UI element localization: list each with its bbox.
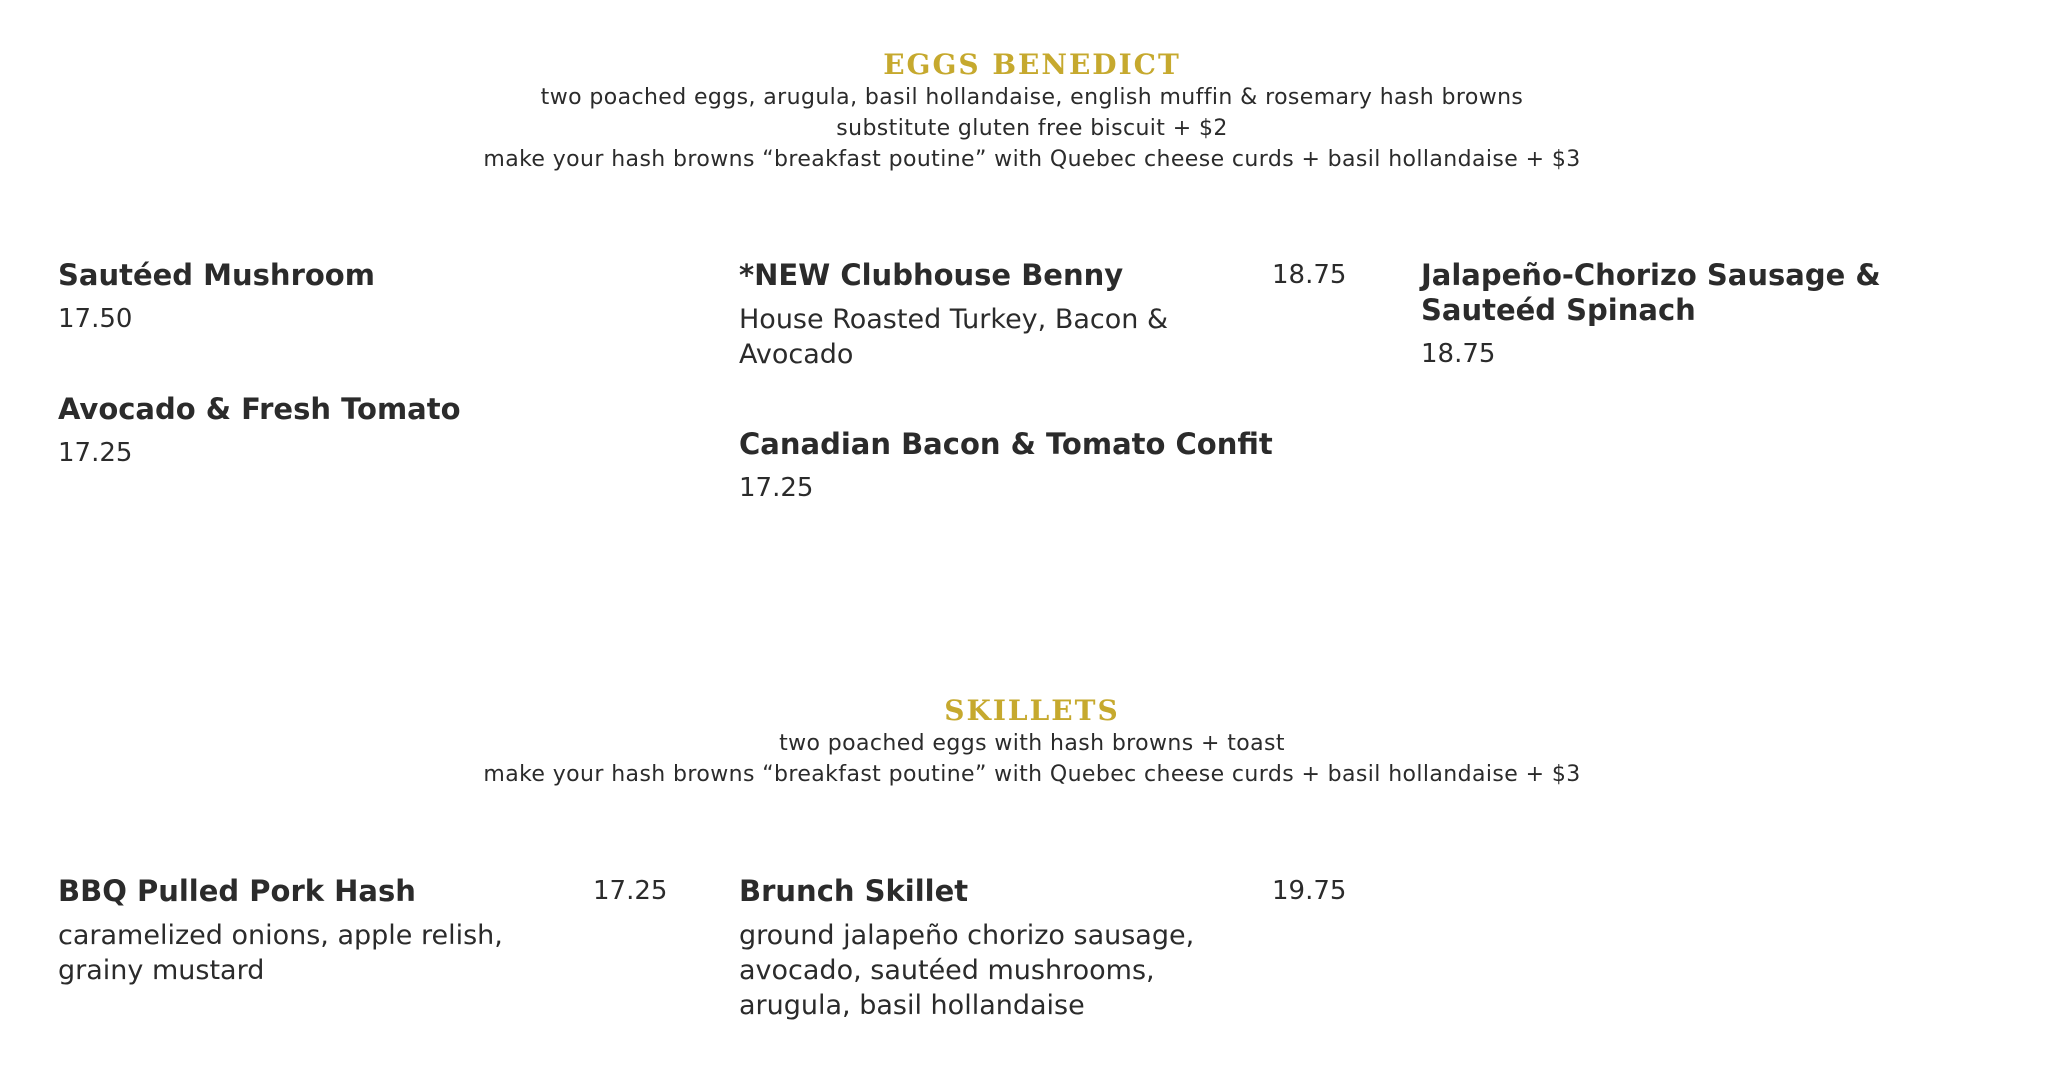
section-description-line: substitute gluten free biscuit + $2: [836, 116, 1228, 141]
menu-item-avocado-fresh-tomato: [58, 392, 678, 470]
menu-item-description: caramelized onions, apple relish, grainy mustard: [58, 920, 503, 986]
menu-item-price: 17.25: [593, 876, 668, 906]
menu-item-name: Canadian Bacon & Tomato Confit: [739, 427, 1273, 461]
menu-item-price: 18.75: [1421, 339, 1496, 369]
menu-item-name: Sautéed Mushroom: [58, 258, 375, 292]
menu-item-name: Avocado & Fresh Tomato: [58, 392, 461, 426]
menu-item-canadian-bacon: [739, 427, 1299, 505]
section-title-skillets: SKILLETS: [944, 694, 1120, 727]
menu-item-description: ground jalapeño chorizo sausage, avocado, sautéed mushrooms, arugula, basil hollandaise: [739, 920, 1195, 1021]
menu-item-name: *NEW Clubhouse Benny: [739, 258, 1124, 292]
section-description-line: make your hash browns “breakfast poutine” with Quebec cheese curds + basil hollandaise + $3: [483, 147, 1581, 172]
menu-item-price: 17.25: [739, 473, 814, 503]
menu-item-sauteed-mushroom: [58, 258, 678, 336]
menu-item-bbq-pulled-pork-hash: [58, 874, 528, 988]
menu-item-jalapeno-chorizo: [1421, 258, 2021, 371]
menu-item-name: BBQ Pulled Pork Hash: [58, 874, 416, 908]
section-description-line: two poached eggs, arugula, basil hollandaise, english muffin & rosemary hash browns: [540, 85, 1524, 110]
section-description-line: two poached eggs with hash browns + toast: [779, 731, 1285, 756]
skillets-header: [0, 694, 2048, 790]
menu-item-price: 18.75: [1272, 260, 1347, 290]
menu-item-name: Brunch Skillet: [739, 874, 969, 908]
eggs-benedict-header: [0, 48, 2048, 175]
menu-item-brunch-skillet: [739, 874, 1219, 1023]
section-title-eggs-benedict: EGGS BENEDICT: [883, 48, 1181, 81]
menu-item-price: 17.50: [58, 304, 133, 334]
menu-item-price: 17.25: [58, 438, 133, 468]
section-description-line: make your hash browns “breakfast poutine” with Quebec cheese curds + basil hollandaise + $3: [483, 762, 1581, 787]
menu-item-price: 19.75: [1272, 876, 1347, 906]
menu-item-description: House Roasted Turkey, Bacon & Avocado: [739, 304, 1169, 370]
menu-item-clubhouse-benny: [739, 258, 1199, 372]
menu-item-name: Jalapeño-Chorizo Sausage & Sauteéd Spinach: [1421, 258, 1881, 327]
